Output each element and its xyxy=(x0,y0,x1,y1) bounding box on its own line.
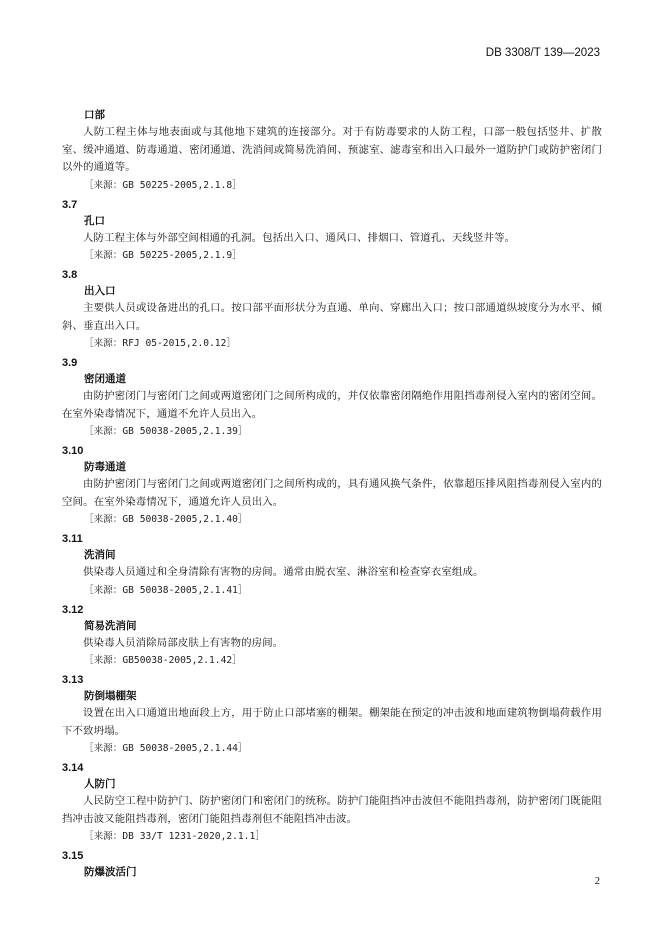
term-entry xyxy=(62,760,602,846)
term-entry xyxy=(62,672,602,758)
term-entry xyxy=(62,443,602,529)
term-number: 3.11 xyxy=(62,533,83,545)
term-number: 3.8 xyxy=(62,269,78,281)
term-number: 3.7 xyxy=(62,198,78,211)
term-name: 密闭通道 xyxy=(84,373,126,385)
term-entry xyxy=(62,848,602,881)
term-number: 3.14 xyxy=(62,762,84,774)
term-source: ［来源：GB 50038-2005,2.1.41］ xyxy=(84,584,248,596)
term-name: 防毒通道 xyxy=(84,461,126,473)
term-entry xyxy=(62,355,602,441)
term-definition: 人民防空工程中防护门、防护密闭门和密闭门的统称。防护门能阻挡冲击波但不能阻挡毒剂，防护密闭门既能阻挡冲击波又能阻挡毒剂，密闭门能阻挡毒剂但不能阻挡冲击波。 xyxy=(62,795,602,825)
term-source: ［来源：GB 50038-2005,2.1.40］ xyxy=(84,514,248,525)
term-entry xyxy=(62,602,602,671)
term-entry xyxy=(62,107,602,195)
page-number: 2 xyxy=(594,876,600,887)
term-number: 3.13 xyxy=(62,674,84,686)
term-source: ［来源：RFJ 05-2015,2.0.12］ xyxy=(84,338,236,349)
term-name: 洗消间 xyxy=(84,549,116,561)
term-name: 口部 xyxy=(84,109,105,121)
term-source: ［来源：GB 50225-2005,2.1.9］ xyxy=(84,250,242,261)
term-definition: 供染毒人员消除局部皮肤上有害物的房间。 xyxy=(83,636,284,649)
term-number: 3.9 xyxy=(62,357,78,369)
term-definition: 供染毒人员通过和全身清除有害物的房间。通常由脱衣室、淋浴室和检查穿衣室组成。 xyxy=(83,566,484,578)
term-definition: 设置在出入口通道出地面段上方，用于防止口部堵塞的棚架。棚架能在预定的冲击波和地面建筑物倒塌荷载作用下不致坍塌。 xyxy=(62,707,602,737)
term-definition: 由防护密闭门与密闭门之间或两道密闭门之间所构成的，并仅依靠密闭隔绝作用阻挡毒剂侵入室内的密闭空间。在室外染毒情况下，通道不允许人员出入。 xyxy=(62,390,602,420)
term-definition: 由防护密闭门与密闭门之间或两道密闭门之间所构成的，具有通风换气条件，依靠超压排风阻挡毒剂侵入室内的空间。在室外染毒情况下，通道允许人员出入。 xyxy=(62,478,602,508)
term-definition: 人防工程主体与外部空间相通的孔洞。包括出入口、通风口、排烟口、管道孔、天线竖井等。 xyxy=(83,231,516,244)
term-number: 3.15 xyxy=(62,850,84,862)
term-entry xyxy=(62,531,602,600)
term-name: 出入口 xyxy=(84,285,116,297)
term-list xyxy=(62,197,602,882)
term-name: 简易洗消间 xyxy=(84,619,137,632)
term-name: 防爆波活门 xyxy=(84,866,137,878)
term-source: ［来源：GB 50038-2005,2.1.39］ xyxy=(84,426,248,437)
term-entry xyxy=(62,267,602,353)
term-name: 人防门 xyxy=(84,778,116,790)
terms-content xyxy=(62,107,602,881)
term-source: ［来源：GB50038-2005,2.1.42］ xyxy=(84,655,242,666)
document-id: DB 3308/T 139—2023 xyxy=(485,47,600,59)
term-number: 3.10 xyxy=(62,445,84,457)
term-source: ［来源：GB 50225-2005,2.1.8］ xyxy=(84,179,242,191)
term-source: ［来源：GB 50038-2005,2.1.44］ xyxy=(84,743,248,754)
term-definition: 主要供人员或设备进出的孔口。按口部平面形状分为直通、单向、穿廊出入口；按口部通道纵坡度分为水平、倾斜、垂直出入口。 xyxy=(62,302,602,332)
term-number: 3.12 xyxy=(62,603,84,616)
term-definition: 人防工程主体与地表面或与其他地下建筑的连接部分。对于有防毒要求的人防工程，口部一般包括竖井、扩散室、缓冲通道、防毒通道、密闭通道、洗消间或简易洗消间、预滤室、滤毒室和出入口最外一道防护门或防护密闭门以外的通道等。 xyxy=(62,126,602,173)
term-entry xyxy=(62,197,602,266)
term-source: ［来源：DB 33/T 1231-2020,2.1.1］ xyxy=(84,831,265,842)
term-name: 孔口 xyxy=(84,214,105,227)
term-name: 防倒塌棚架 xyxy=(84,690,137,702)
